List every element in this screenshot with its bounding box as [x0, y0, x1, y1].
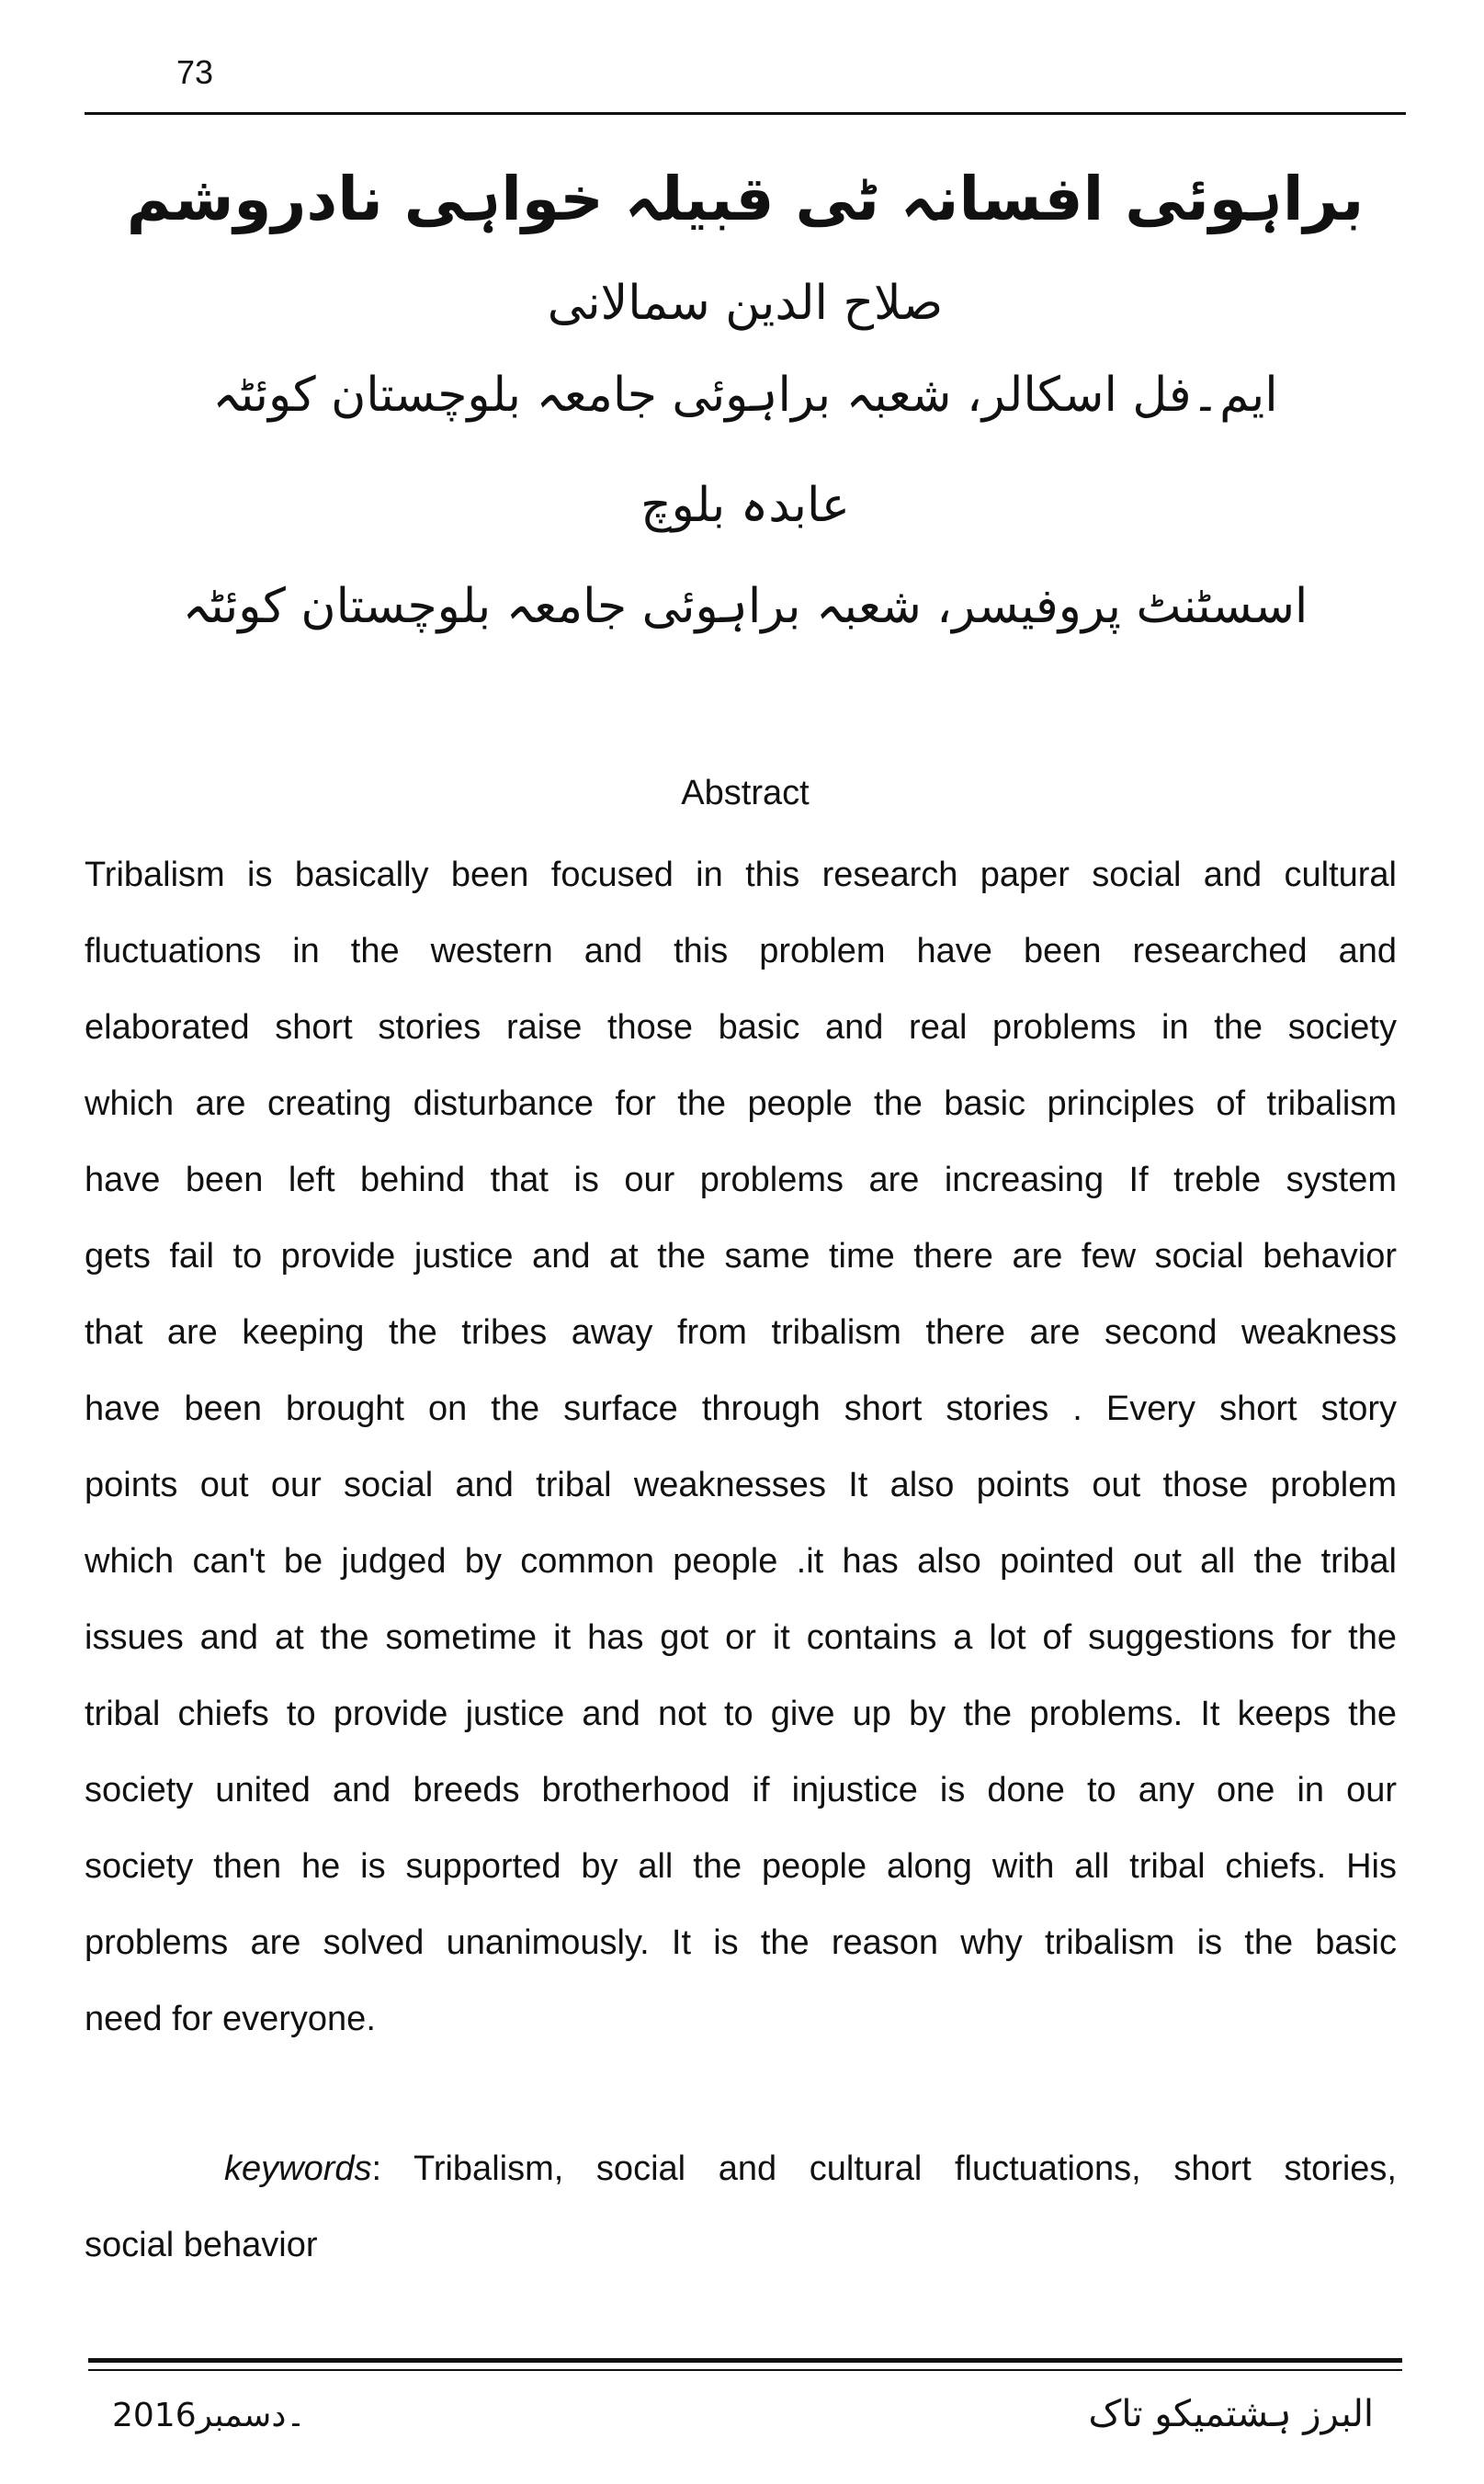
abstract-line: Tribalism is basically been focused in this research paper social and cultural	[85, 856, 1397, 894]
abstract-body	[85, 847, 1397, 2068]
keywords-line-1	[85, 2141, 1397, 2217]
header-rule	[85, 112, 1406, 115]
author-name-2: عابدہ بلوچ	[640, 478, 850, 533]
keywords-label: keywords	[224, 2149, 372, 2188]
keywords-line-2: social behavior	[85, 2226, 318, 2264]
abstract-line: points out our social and tribal weaknesses It also points out those problem	[85, 1466, 1397, 1504]
footer-rule-thin	[88, 2369, 1402, 2371]
abstract-line: elaborated short stories raise those basic and real problems in the society	[85, 1008, 1397, 1047]
author-name-1: صلاح الدین سمالانی	[547, 276, 944, 331]
abstract-line: have been left behind that is our problems are increasing If treble system	[85, 1161, 1397, 1199]
abstract-line: which can't be judged by common people .it has also pointed out all the tribal	[85, 1542, 1397, 1581]
abstract-line: society then he is supported by all the people along with all tribal chiefs. His	[85, 1847, 1397, 1886]
author-affiliation-1: ایم۔فل اسکالر، شعبہ براہوئی جامعہ بلوچستان کوئٹہ	[212, 368, 1278, 423]
page-number: 73	[176, 53, 214, 91]
abstract-line: which are creating disturbance for the people the basic principles of tribalism	[85, 1084, 1397, 1123]
abstract-line: have been brought on the surface through short stories . Every short story	[85, 1389, 1397, 1428]
abstract-line: that are keeping the tribes away from tribalism there are second weakness	[85, 1313, 1397, 1352]
keywords-section	[85, 2141, 1397, 2294]
keywords-list: : Tribalism, social and cultural fluctuations, short stories,	[371, 2149, 1397, 2188]
abstract-heading: Abstract	[681, 774, 810, 812]
abstract-line: problems are solved unanimously. It is the reason why tribalism is the basic	[85, 1923, 1397, 1962]
author-affiliation-2: اسسٹنٹ پروفیسر، شعبہ براہوئی جامعہ بلوچستان کوئٹہ	[182, 579, 1308, 634]
footer-rule-thick	[88, 2358, 1402, 2363]
abstract-line: fluctuations in the western and this problem have been researched and	[85, 932, 1397, 970]
abstract-line: gets fail to provide justice and at the same time there are few social behavior	[85, 1237, 1397, 1276]
footer-journal-name: البرز ہشتمیکو تاک	[1088, 2393, 1374, 2435]
abstract-line: tribal chiefs to provide justice and not to give up by the problems. It keeps the	[85, 1695, 1397, 1733]
abstract-line: issues and at the sometime it has got or it contains a lot of suggestions for the	[85, 1618, 1397, 1657]
abstract-line: society united and breeds brotherhood if injustice is done to any one in our	[85, 1771, 1397, 1809]
article-title-urdu: براہوئی افسانہ ٹی قبیلہ خواہی نادروشم	[126, 164, 1365, 234]
abstract-line: need for everyone.	[85, 2000, 376, 2038]
footer-date: 2016۔دسمبر	[112, 2397, 306, 2434]
